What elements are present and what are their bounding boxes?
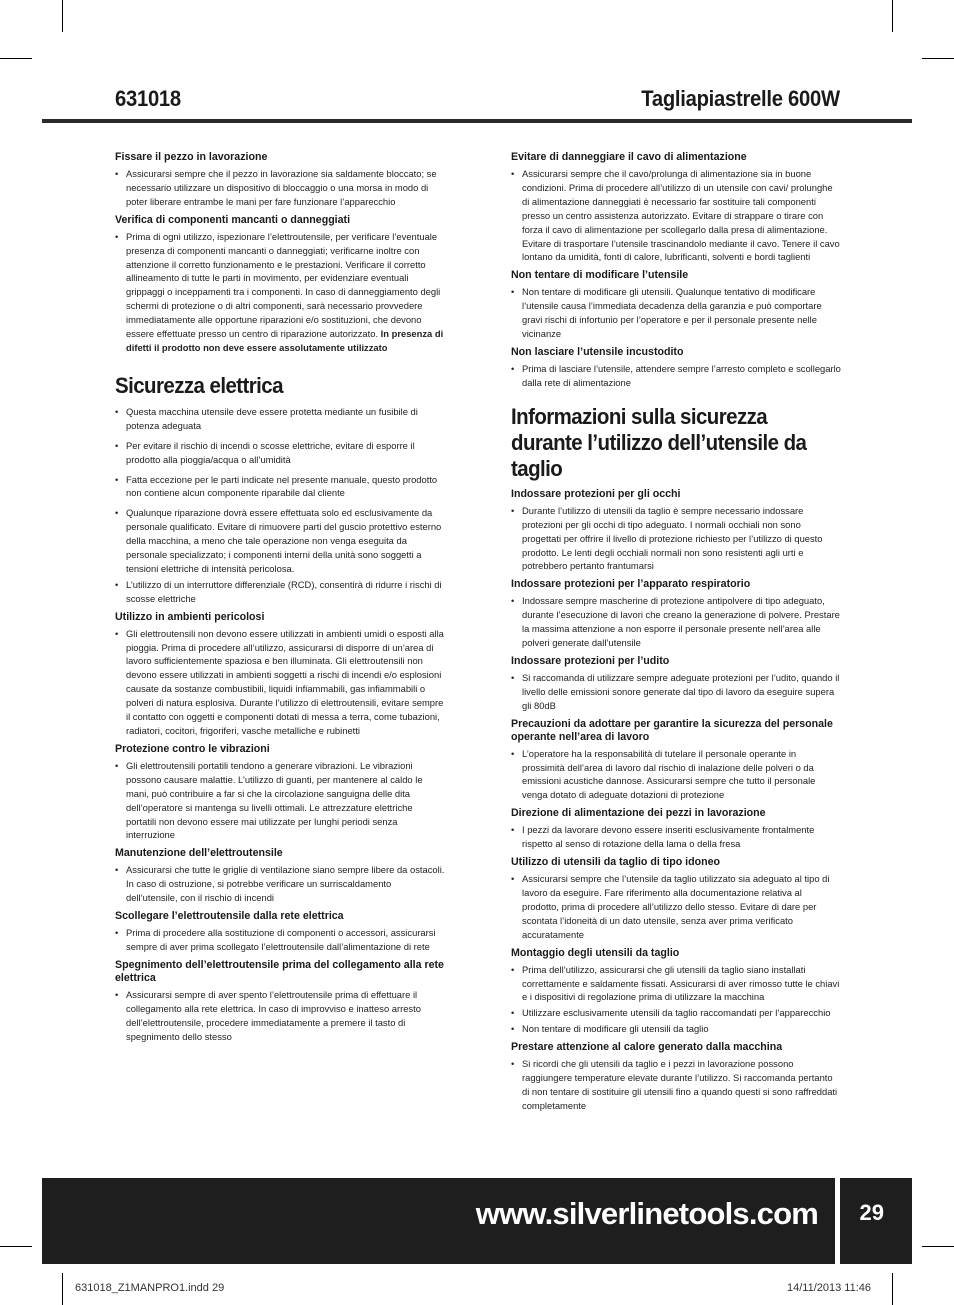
bullet-list bbox=[115, 230, 445, 355]
section-heading: Fissare il pezzo in lavorazione bbox=[115, 151, 268, 163]
list-item: • Fatta eccezione per le parti indicate nel presente manuale, questo prodotto non contiene alcun componente riparabile dal cliente bbox=[115, 473, 438, 499]
section-heading: Direzione di alimentazione dei pezzi in lavorazione bbox=[511, 807, 766, 820]
list-item: • Gli elettroutensili non devono essere utilizzati in ambienti umidi o esposti alla pioggia. Prima di procedere all’utilizzo, assicurarsi di disporre di un’area di lavoro sufficientemente spaziosa e ben illuminata. Gli elettroutensili non devono essere utilizzati in ambienti soggetti a rischi di incendi e/o esplosioni causate da sostanze combustibili, liquidi infiammabili, gas infiammabili o polveri di natura esplosiva. Durante l’utilizzo di elettroutensili, evitare sempre il contatto con oggetti e componenti dotati di messa a terra, come tubazioni, radiatori, cocitori, frigoriferi, vasche metalliche e rubinetti bbox=[115, 627, 444, 736]
bullet-icon: • bbox=[115, 507, 119, 519]
print-slug-file: 631018_Z1MANPRO1.indd 29 bbox=[75, 1282, 225, 1294]
header-rule bbox=[42, 119, 912, 123]
list-item: • Si ricordi che gli utensili da taglio e i pezzi in lavorazione possono raggiungere temperature elevate durante l’utilizzo. Si raccomanda pertanto di non tentare di sostituire gli utensili fino a quando questi si sono raffreddati completamente bbox=[511, 1058, 838, 1111]
page-header bbox=[42, 84, 912, 124]
list-item: • Prima di ogni utilizzo, ispezionare l’elettroutensile, per verificare l’eventuale presenza di componenti mancanti o danneggiati; verificarne inoltre con attenzione il corretto funzionamento e le prestazioni. Verificare il corretto allineamento di tutte le parti in movimento, per evidenziare eventuali grippaggi o inceppamenti tra i componenti. In caso di danneggiamento degli schermi di protezione o di altri componenti, sarà necessario provvedere immediatamente alle opportune riparazioni e/o sostituzioni, che devono essere effettuate presso un centro di riparazione autorizzato. In presenza di difetti il prodotto non deve essere assolutamente utilizzato bbox=[115, 230, 444, 353]
bullet-icon: • bbox=[511, 873, 515, 885]
list-item: • Qualunque riparazione dovrà essere effettuata solo ed esclusivamente da personale qualificato. Evitare di rimuovere parti del guscio protettivo esterno della macchina, a meno che tale operazione non venga eseguita da personale specializzato; i componenti interni della unità sono soggetti a tensioni elettriche di intensità pericolosa. bbox=[115, 507, 442, 574]
section-title: Informazioni sulla sicurezza durante l’utilizzo dell’utensile da taglio bbox=[511, 403, 807, 481]
list-item: • Non tentare di modificare gli utensili. Qualunque tentativo di modificare l’utensile causa l’immediata decadenza della garanzia e può comportare gravi rischi di infortunio per l’operatore e per il personale presente nelle vicinanze bbox=[511, 286, 822, 340]
list-item: • Si raccomanda di utilizzare sempre adeguate protezioni per l’udito, quando il livello delle emissioni sonore generate dal tipo di lavoro da eseguire supera gli 80dB bbox=[511, 671, 840, 711]
list-item: • Assicurarsi sempre di aver spento l’elettroutensile prima di effettuare il collegamento alla rete elettrica. In caso di improvviso e inatteso arresto dell’elettroutensile, procedere immediatamente a premere il tasto di spegnimento dello stesso bbox=[115, 988, 421, 1042]
bullet-list bbox=[115, 405, 445, 606]
crop-mark bbox=[0, 1246, 32, 1247]
crop-mark bbox=[62, 1273, 63, 1305]
bullet-list bbox=[511, 504, 841, 574]
bullet-list bbox=[511, 747, 841, 803]
section-heading: Verifica di componenti mancanti o danneggiati bbox=[115, 213, 351, 226]
crop-mark bbox=[62, 0, 63, 32]
section-heading: Utilizzo in ambienti pericolosi bbox=[115, 610, 265, 623]
bullet-icon: • bbox=[511, 1058, 515, 1070]
list-item: • Per evitare il rischio di incendi o scosse elettriche, evitare di esporre il prodotto alla pioggia/acqua o all’umidità bbox=[115, 439, 415, 465]
section-heading: Indossare protezioni per gli occhi bbox=[511, 487, 681, 500]
list-item: • Prima di lasciare l’utensile, attendere sempre l’arresto completo e scollegarlo dalla rete di alimentazione bbox=[511, 362, 841, 388]
bullet-icon: • bbox=[115, 864, 119, 876]
bullet-list bbox=[511, 872, 841, 942]
list-item: • Prima di procedere alla sostituzione di componenti o accessori, assicurarsi sempre di aver prima scollegato l’elettroutensile dall’alimentazione di rete bbox=[115, 927, 436, 952]
section-heading: Indossare protezioni per l’udito bbox=[511, 654, 670, 667]
list-item: • Durante l’utilizzo di utensili da taglio è sempre necessario indossare protezioni per gli occhi di tipo adeguato. I normali occhiali non sono progettati per offrire il livello di protezione richiesto per l’utilizzo di questo prodotto. Le lenti degli occhiali normali non sono resistenti agli urti e potrebbero pertanto frantumarsi bbox=[511, 504, 823, 572]
list-item: • L’operatore ha la responsabilità di tutelare il personale operante in prossimità dell’area di lavoro dal rischio di inalazione delle polveri o da emissioni acustiche dannose. Assicurarsi sempre che tutto il personale venga dotato di adeguate dotazioni di protezione bbox=[511, 747, 816, 801]
crop-mark bbox=[922, 58, 954, 59]
section-heading: Manutenzione dell’elettroutensile bbox=[115, 847, 283, 860]
bullet-icon: • bbox=[115, 627, 119, 639]
bullet-icon: • bbox=[511, 747, 515, 759]
list-item: • Assicurarsi che tutte le griglie di ventilazione siano sempre libere da ostacoli. In caso di ostruzione, si potrebbe verificare un surriscaldamento dell’utensile, con il rischio di incendi bbox=[115, 864, 445, 904]
bullet-icon: • bbox=[511, 1007, 515, 1019]
bullet-list bbox=[511, 167, 841, 264]
section-heading: Non tentare di modificare l’utensile bbox=[511, 269, 689, 282]
left-column bbox=[115, 151, 445, 1049]
bullet-icon: • bbox=[115, 927, 119, 939]
list-item: • Gli elettroutensili portatili tendono a generare vibrazioni. Le vibrazioni possono causare malattie. L’utilizzo di guanti, per mantenere al caldo le mani, può contribuire a far si che la circolazione sanguigna delle dita dell’operatore si mantenga su livelli ottimali. Le attrezzature elettriche portatili non devono essere mai utilizzate per lunghi periodi senza interruzione bbox=[115, 759, 423, 841]
bullet-list bbox=[511, 594, 841, 650]
bullet-icon: • bbox=[511, 671, 515, 683]
section-heading: Prestare attenzione al calore generato dalla macchina bbox=[511, 1041, 783, 1054]
bullet-icon: • bbox=[511, 286, 515, 298]
bullet-icon: • bbox=[511, 963, 515, 975]
section-heading: Evitare di danneggiare il cavo di alimentazione bbox=[511, 151, 747, 163]
section-title: Sicurezza elettrica bbox=[115, 372, 283, 398]
bullet-icon: • bbox=[115, 473, 119, 485]
page-number: 29 bbox=[859, 1200, 884, 1225]
right-column bbox=[511, 151, 841, 1118]
bullet-icon: • bbox=[115, 578, 119, 590]
list-item: • Questa macchina utensile deve essere protetta mediante un fusibile di potenza adeguata bbox=[115, 405, 418, 431]
section-heading: Spegnimento dell’elettroutensile prima del collegamento alla rete elettrica bbox=[115, 958, 444, 984]
section-heading: Montaggio degli utensili da taglio bbox=[511, 946, 680, 959]
bullet-icon: • bbox=[511, 824, 515, 836]
bullet-list bbox=[511, 362, 841, 390]
product-code: 631018 bbox=[115, 86, 181, 111]
section-heading: Scollegare l’elettroutensile dalla rete elettrica bbox=[115, 910, 344, 923]
bullet-icon: • bbox=[511, 504, 515, 516]
bullet-list bbox=[511, 671, 841, 713]
list-item: • Prima dell’utilizzo, assicurarsi che gli utensili da taglio siano installati correttamente e saldamente fissati. Assicurarsi di aver rimosso tutte le chiavi e i dispositivi di regolazione prima di utilizzare la macchina bbox=[511, 963, 840, 1003]
list-item: • Utilizzare esclusivamente utensili da taglio raccomandati per l’apparecchio bbox=[511, 1007, 831, 1019]
bullet-list bbox=[115, 167, 445, 209]
bullet-icon: • bbox=[115, 439, 119, 451]
bullet-icon: • bbox=[511, 595, 515, 607]
section-heading: Non lasciare l’utensile incustodito bbox=[511, 345, 684, 358]
section-heading: Protezione contro le vibrazioni bbox=[115, 742, 270, 755]
bullet-icon: • bbox=[511, 168, 515, 179]
crop-mark bbox=[922, 1246, 954, 1247]
bullet-list bbox=[115, 759, 445, 842]
list-item: • Non tentare di modificare gli utensili da taglio bbox=[511, 1023, 709, 1035]
bullet-icon: • bbox=[115, 759, 119, 771]
list-item: • L’utilizzo di un interruttore differenziale (RCD), consentirà di ridurre i rischi di scosse elettriche bbox=[115, 578, 442, 604]
bullet-list bbox=[115, 863, 445, 905]
list-item: • Assicurarsi sempre che l’utensile da taglio utilizzato sia adeguato al tipo di lavoro da eseguire. Fare riferimento alla documentazione relativa al prodotto, prima di procedere all’utilizzo dello stesso. Evitare di dare per scontata l’idoneità di un dato utensile, senza aver prima verificato accuratamente bbox=[511, 873, 830, 940]
bullet-list bbox=[115, 926, 445, 954]
bullet-icon: • bbox=[115, 405, 119, 417]
bullet-icon: • bbox=[115, 988, 119, 1000]
section-heading: Precauzioni da adottare per garantire la sicurezza del personale operante nell’area di lavoro bbox=[511, 717, 833, 743]
bullet-list bbox=[115, 627, 445, 738]
list-item: • I pezzi da lavorare devono essere inseriti esclusivamente frontalmente rispetto al senso di rotazione della lama o della fresa bbox=[511, 824, 815, 850]
list-item: • Assicurarsi sempre che il cavo/prolunga di alimentazione sia in buone condizioni. Prima di procedere all’utilizzo di un utensile con cavi/ prolunghe di alimentazione danneggiati è necessario far sostituire tali componenti presso un centro assistenza autorizzato. Evitare di strappare o tirare con forza il cavo di alimentazione per scollegarlo dalla presa di alimentazione. Evitare di trasportare l’utensile trascinandolo mediante il cavo. Tenere il cavo lontano da umidità, fonti di calore, lubrificanti, solventi e bordi taglienti bbox=[511, 168, 840, 263]
bullet-icon: • bbox=[115, 230, 119, 242]
product-title: Tagliapiastrelle 600W bbox=[641, 86, 840, 111]
bullet-list bbox=[511, 823, 841, 851]
bullet-icon: • bbox=[115, 168, 119, 179]
bullet-icon: • bbox=[511, 362, 515, 374]
warning-text: In presenza di difetti il prodotto non deve essere assolutamente utilizzato bbox=[126, 328, 444, 353]
bullet-list bbox=[511, 1057, 841, 1113]
footer-divider bbox=[835, 1178, 840, 1264]
bullet-list bbox=[511, 285, 841, 341]
crop-mark bbox=[0, 58, 32, 59]
footer-bar bbox=[42, 1178, 912, 1264]
website-link[interactable]: www.silverlinetools.com bbox=[475, 1196, 818, 1231]
section-heading: Utilizzo di utensili da taglio di tipo idoneo bbox=[511, 856, 721, 869]
bullet-list bbox=[511, 963, 841, 1037]
bullet-list bbox=[115, 988, 445, 1044]
list-item: • Assicurarsi sempre che il pezzo in lavorazione sia saldamente bloccato; se necessario utilizzare un dispositivo di bloccaggio o una morsa in modo di poter liberare entrambe le mani per fare funzionare l’apparecchio bbox=[115, 168, 437, 207]
list-item: • Indossare sempre mascherine di protezione antipolvere di tipo adeguato, durante l’esecuzione di lavori che creano la generazione di polvere. Prestare la massima attenzione a non esporre il personale presente nell’area alle polveri generate dall’utensile bbox=[511, 595, 840, 649]
crop-mark bbox=[892, 1273, 893, 1305]
bullet-icon: • bbox=[511, 1023, 515, 1035]
crop-mark bbox=[892, 0, 893, 32]
print-slug-date: 14/11/2013 11:46 bbox=[787, 1282, 872, 1294]
section-heading: Indossare protezioni per l’apparato respiratorio bbox=[511, 578, 751, 591]
